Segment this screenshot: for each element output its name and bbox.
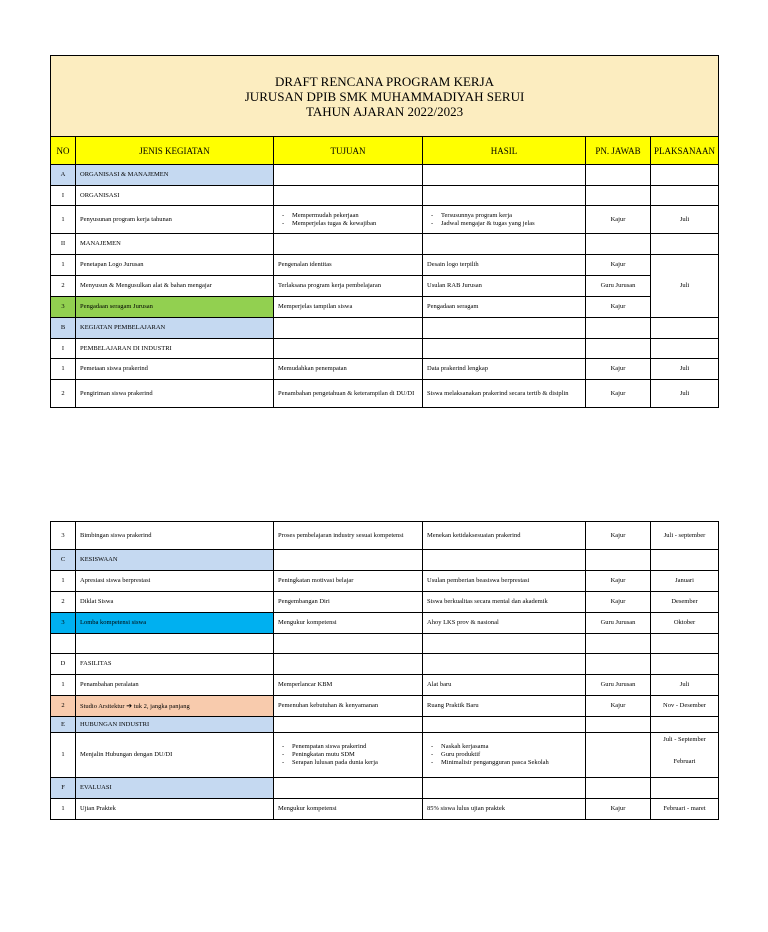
section-row [51, 778, 719, 799]
col-header-no: NO [51, 137, 76, 165]
row-no: 2 [51, 276, 76, 297]
row-hasil [423, 733, 586, 778]
program-table-page-1 [50, 55, 719, 408]
row-tujuan: Pemenuhan kebutuhan & kenyamanan [274, 696, 423, 717]
row-no: 3 [51, 613, 76, 634]
section-row [51, 318, 719, 339]
title-line-3: TAHUN AJARAN 2022/2023 [305, 103, 464, 119]
table-row [51, 380, 719, 408]
section-row [51, 654, 719, 675]
row-tujuan: Memperjelas tampilan siswa [274, 297, 423, 318]
col-header-kegiatan: JENIS KEGIATAN [76, 137, 274, 165]
row-hasil: Menekan ketidaksesuaian prakerind [423, 522, 586, 550]
hasil-item: - Tersusunnya program kerja [441, 212, 581, 220]
row-tujuan: Peningkatan motivasi belajar [274, 571, 423, 592]
document-title [51, 56, 719, 137]
section-no: C [51, 550, 76, 571]
row-kegiatan: Ujian Praktek [76, 799, 274, 820]
row-pelaksanaan: Januari [651, 571, 719, 592]
tujuan-item: - Memperjelas tugas & kewajiban [292, 220, 418, 228]
row-hasil: Ahoy LKS prov & nasional [423, 613, 586, 634]
row-no: 2 [51, 592, 76, 613]
row-pj: Guru Jurusan [586, 675, 651, 696]
table-row [51, 592, 719, 613]
col-header-pelaksanaan: PLAKSANAAN [651, 137, 719, 165]
pelaksanaan-line: Februari [673, 758, 696, 765]
row-pj: Guru Jurusan [586, 276, 651, 297]
table-row [51, 799, 719, 820]
table-row [51, 571, 719, 592]
row-hasil: Alat baru [423, 675, 586, 696]
table-row [51, 206, 719, 234]
subsection-label: PEMBELAJARAN DI INDUSTRI [76, 339, 274, 359]
row-kegiatan: Penyusunan program kerja tahunan [76, 206, 274, 234]
section-label: KEGIATAN PEMBELAJARAN [76, 318, 274, 339]
section-row [51, 165, 719, 186]
row-hasil: Siswa melaksanakan prakerind secara tertib & disiplin [423, 380, 586, 408]
program-table-page-2 [50, 521, 719, 820]
subsection-label: MANAJEMEN [76, 234, 274, 255]
row-pelaksanaan: Februari - maret [651, 799, 719, 820]
kegiatan-suffix: tuk 2, jangka panjang [133, 702, 190, 710]
table-row [51, 276, 719, 297]
title-line-1: DRAFT RENCANA PROGRAM KERJA [275, 73, 495, 89]
row-pelaksanaan: Juli - september [651, 522, 719, 550]
row-pelaksanaan: Juli [651, 359, 719, 380]
row-tujuan: Mengukur kompetensi [274, 799, 423, 820]
section-label: EVALUASI [76, 778, 274, 799]
tujuan-item: - Serapan lulusan pada dunia kerja [292, 759, 418, 767]
row-no: 2 [51, 696, 76, 717]
row-pelaksanaan: Juli [651, 380, 719, 408]
row-pelaksanaan: Desember [651, 592, 719, 613]
row-hasil [423, 206, 586, 234]
row-kegiatan: Lomba kompetensi siswa [76, 613, 274, 634]
section-no: D [51, 654, 76, 675]
row-kegiatan: Pemetaan siswa prakerind [76, 359, 274, 380]
row-no: 1 [51, 359, 76, 380]
hasil-item: - Jadwal mengajar & tugas yang jelas [441, 220, 581, 228]
row-hasil: 85% siswa lulus ujian praktek [423, 799, 586, 820]
title-row [51, 56, 719, 137]
row-pj: Guru Jurusan [586, 613, 651, 634]
row-tujuan: Terlaksana program kerja pembelajaran [274, 276, 423, 297]
row-pj: Kajur [586, 206, 651, 234]
table-row [51, 733, 719, 778]
row-no: 3 [51, 297, 76, 318]
row-pelaksanaan: Nov - Desember [651, 696, 719, 717]
row-tujuan: Proses pembelajaran industry sesuai kompetensi [274, 522, 423, 550]
row-pj: Kajur [586, 255, 651, 276]
row-tujuan [274, 206, 423, 234]
section-no: E [51, 717, 76, 733]
section-label: FASILITAS [76, 654, 274, 675]
table-row [51, 297, 719, 318]
col-header-tujuan: TUJUAN [274, 137, 423, 165]
row-kegiatan: Penambahan peralatan [76, 675, 274, 696]
row-tujuan: Penambahan pengetahuan & keterampilan di DU/DI [274, 380, 423, 408]
row-hasil: Ruang Praktik Baru [423, 696, 586, 717]
row-tujuan: Pengembangan Diri [274, 592, 423, 613]
subsection-no: II [51, 234, 76, 255]
col-header-pj: PN. JAWAB [586, 137, 651, 165]
row-pj: Kajur [586, 696, 651, 717]
subsection-row [51, 186, 719, 206]
tujuan-item: - Penempatan siswa prakerind [292, 743, 418, 751]
row-pj: Kajur [586, 380, 651, 408]
subsection-label: ORGANISASI [76, 186, 274, 206]
subsection-no: I [51, 339, 76, 359]
row-no: 3 [51, 522, 76, 550]
row-no: 1 [51, 255, 76, 276]
section-label: ORGANISASI & MANAJEMEN [76, 165, 274, 186]
row-pelaksanaan: Juli [651, 675, 719, 696]
row-no: 2 [51, 380, 76, 408]
row-tujuan: Memudahkan penempatan [274, 359, 423, 380]
row-tujuan: Memperlancar KBM [274, 675, 423, 696]
row-pelaksanaan: Juli [651, 206, 719, 234]
row-kegiatan: Penetapan Logo Jurusan [76, 255, 274, 276]
arrow-right-icon: ➔ [126, 701, 133, 710]
table-row [51, 613, 719, 634]
kegiatan-text: Studio Arsitektur [80, 702, 125, 710]
row-no: 1 [51, 799, 76, 820]
row-kegiatan: Pengadaan seragam Jurusan [76, 297, 274, 318]
row-no: 1 [51, 733, 76, 778]
hasil-item: - Guru produktif [441, 751, 581, 759]
tujuan-item: - Peningkatan mutu SDM [292, 751, 418, 759]
row-kegiatan: Bimbingan siswa prakerind [76, 522, 274, 550]
row-pj: Kajur [586, 799, 651, 820]
col-header-hasil: HASIL [423, 137, 586, 165]
row-hasil: Usulan pemberian beasiswa berprestasi [423, 571, 586, 592]
section-row [51, 550, 719, 571]
table-row [51, 675, 719, 696]
subsection-no: I [51, 186, 76, 206]
row-pj: Kajur [586, 359, 651, 380]
tujuan-item: - Mempermudah pekerjaan [292, 212, 418, 220]
row-no: 1 [51, 675, 76, 696]
row-hasil: Desain logo terpilih [423, 255, 586, 276]
row-kegiatan: Menjalin Hubungan dengan DU/DI [76, 733, 274, 778]
row-kegiatan [76, 696, 274, 717]
section-no: A [51, 165, 76, 186]
section-row [51, 717, 719, 733]
subsection-row [51, 339, 719, 359]
pelaksanaan-line: Juli - September [663, 736, 706, 743]
section-label: HUBUNGAN INDUSTRI [76, 717, 274, 733]
row-no: 1 [51, 206, 76, 234]
title-line-2: JURUSAN DPIB SMK MUHAMMADIYAH SERUI [244, 88, 525, 104]
subsection-row [51, 234, 719, 255]
empty-row [51, 634, 719, 654]
row-pj: Kajur [586, 571, 651, 592]
section-no: B [51, 318, 76, 339]
row-tujuan [274, 733, 423, 778]
row-pj: Kajur [586, 522, 651, 550]
section-no: F [51, 778, 76, 799]
row-hasil: Siswa berkualitas secara mental dan akademik [423, 592, 586, 613]
row-hasil: Usulan RAB Jurusan [423, 276, 586, 297]
table-row [51, 255, 719, 276]
table-row [51, 359, 719, 380]
row-tujuan: Pengenalan identitas [274, 255, 423, 276]
row-pj: Kajur [586, 592, 651, 613]
row-pj: Kajur [586, 297, 651, 318]
section-label: KESISWAAN [76, 550, 274, 571]
row-no: 1 [51, 571, 76, 592]
row-pj [586, 733, 651, 778]
column-header-row [51, 137, 719, 165]
hasil-item: - Naskah kerjasama [441, 743, 581, 751]
row-tujuan: Mengukur kompetensi [274, 613, 423, 634]
row-pelaksanaan [651, 733, 719, 778]
table-row [51, 522, 719, 550]
row-hasil: Pengadaan seragam [423, 297, 586, 318]
row-pelaksanaan: Oktober [651, 613, 719, 634]
row-kegiatan: Menyusun & Mengusulkan alat & bahan mengajar [76, 276, 274, 297]
row-hasil: Data prakerind lengkap [423, 359, 586, 380]
row-kegiatan: Pengiriman siswa prakerind [76, 380, 274, 408]
table-row [51, 696, 719, 717]
row-pelaksanaan: Juli [651, 255, 719, 318]
row-kegiatan: Diklat Siswa [76, 592, 274, 613]
row-kegiatan: Apresiasi siswa berprestasi [76, 571, 274, 592]
hasil-item: - Minimalisir pengangguran pasca Sekolah [441, 759, 581, 767]
